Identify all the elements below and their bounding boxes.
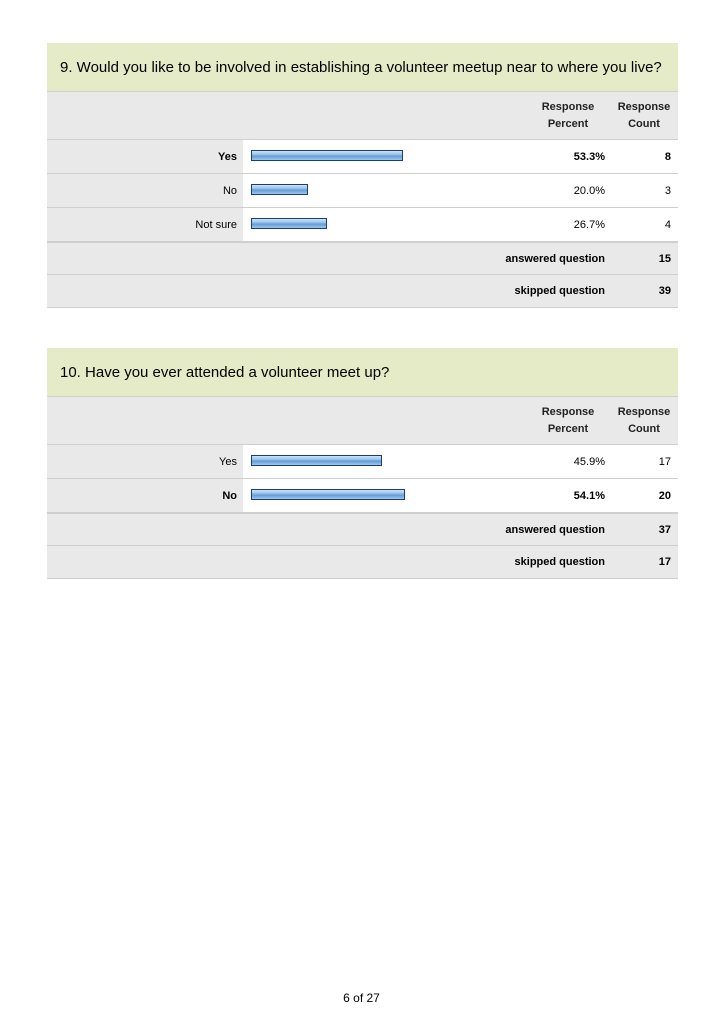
response-percent: 20.0% [573,184,605,197]
question-9-table [47,43,678,308]
page-number: 6 of 27 [343,991,380,1005]
skipped-row [47,274,678,307]
response-bar [251,184,308,195]
response-percent-header: Response Percent [541,100,595,130]
response-bar [251,218,327,229]
answer-label: Not sure [47,208,243,241]
answer-label: No [47,479,243,512]
question-title: 9. Would you like to be involved in establishing a volunteer meetup near to where you live? [47,43,678,91]
response-count: 3 [664,184,671,197]
response-count: 4 [664,218,671,231]
response-percent: 53.3% [573,150,605,163]
response-count: 17 [658,455,671,468]
answered-label: answered question [505,252,605,265]
response-bar [251,489,405,500]
response-percent: 26.7% [573,218,605,231]
answer-row [47,207,678,241]
response-count: 20 [658,489,671,502]
response-count: 8 [664,150,671,163]
response-bar [251,455,382,466]
answer-row [47,444,678,478]
column-header-row [47,91,678,139]
response-bar [251,150,403,161]
response-count-header: Response Count [617,405,671,435]
answer-row [47,478,678,512]
skipped-label: skipped question [514,556,605,568]
answered-row [47,512,678,545]
answered-count: 15 [658,252,671,265]
question-10-table [47,348,678,579]
answered-row [47,241,678,274]
column-header-row [47,396,678,444]
answer-row [47,139,678,173]
answer-row [47,173,678,207]
skipped-count: 17 [658,556,671,568]
answer-label: Yes [47,445,243,478]
response-count-header: Response Count [617,100,671,130]
skipped-label: skipped question [514,285,605,297]
skipped-row [47,545,678,578]
response-percent-header: Response Percent [541,405,595,435]
answer-label: No [47,174,243,207]
response-percent: 54.1% [573,489,605,502]
answered-count: 37 [658,523,671,536]
answered-label: answered question [505,523,605,536]
answer-label: Yes [47,140,243,173]
skipped-count: 39 [658,285,671,297]
question-title: 10. Have you ever attended a volunteer meet up? [47,348,678,396]
response-percent: 45.9% [573,455,605,468]
